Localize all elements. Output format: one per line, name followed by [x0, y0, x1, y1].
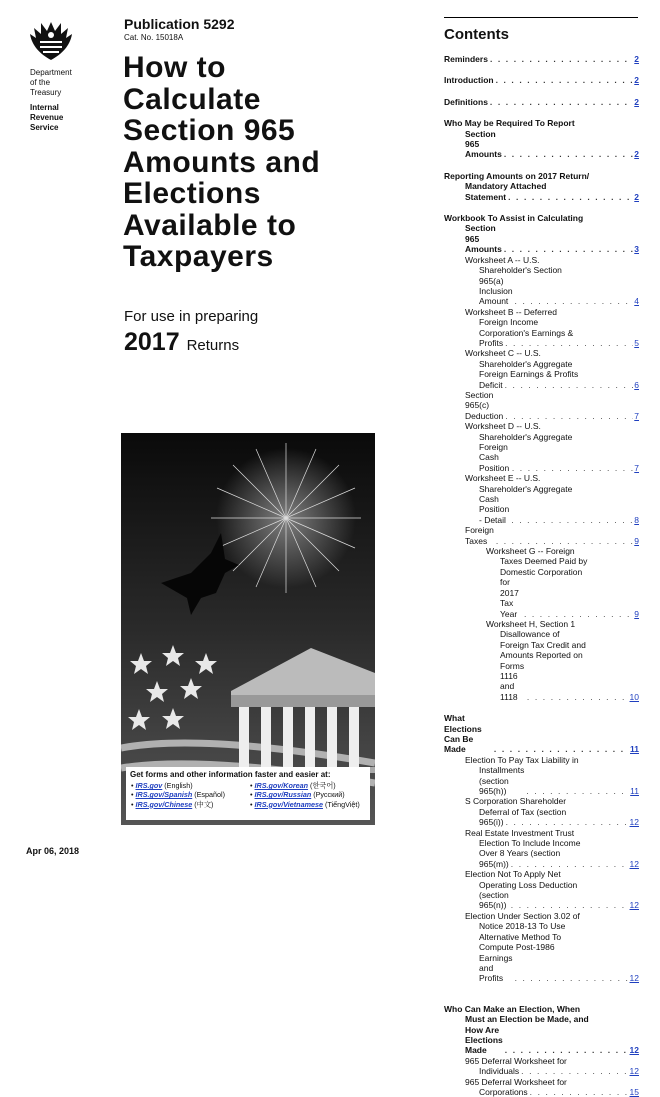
title-line: Amounts and: [123, 145, 321, 179]
toc-page-link[interactable]: 8: [634, 514, 639, 525]
toc-leader-dots: [494, 75, 634, 85]
toc-leader-dots: [513, 296, 634, 306]
toc-leader-dots: [502, 149, 633, 159]
toc-leader-dots: [525, 692, 629, 702]
toc-entry[interactable]: [444, 713, 639, 755]
dept-line-1: Department: [30, 68, 72, 77]
toc-page-link[interactable]: 4: [634, 296, 639, 307]
toc-entry-text: 965(a) Inclusion Amount: [479, 275, 513, 307]
toc-entry-text: Who Can Make an Election, When: [444, 1003, 581, 1014]
toc-leader-dots: [509, 859, 629, 869]
toc-page-link[interactable]: 12: [629, 900, 639, 911]
link-item: [131, 790, 250, 799]
toc-entry-text: for 2017 Tax Year: [500, 577, 519, 619]
toc-leader-dots: [503, 411, 633, 421]
toc-entry[interactable]: [444, 421, 639, 473]
title-line: How to: [123, 51, 226, 84]
toc-leader-dots: [492, 744, 629, 754]
irs-vietnamese-link[interactable]: IRS.gov/Vietnamese: [254, 799, 323, 809]
irs-spanish-link[interactable]: IRS.gov/Spanish: [135, 790, 193, 800]
toc-leader-dots: [502, 244, 633, 254]
title-line: Elections: [123, 177, 261, 210]
toc-page-link[interactable]: 9: [634, 535, 639, 546]
toc-entry-text: 965(i)): [479, 817, 504, 828]
toc-entry[interactable]: [444, 473, 639, 525]
toc-entry-text: Amounts Reported on: [500, 650, 583, 661]
toc-entry-text: Corporations: [479, 1086, 528, 1097]
toc-page-link[interactable]: 11: [630, 744, 639, 755]
toc-entry-text: Shareholder's Section: [479, 265, 562, 276]
title-line: Taxpayers: [123, 240, 274, 273]
toc-entry-text: 965 Deferral Worksheet for: [465, 1055, 567, 1066]
toc-entry-text: Section 965(c) Deduction: [465, 389, 504, 421]
toc-entry-text: Shareholder's Aggregate: [479, 358, 573, 369]
toc-entry-text: 965(m)): [479, 858, 509, 869]
toc-leader-dots: [510, 463, 633, 473]
toc-entry-text: Worksheet G -- Foreign: [486, 546, 575, 557]
toc-entry-text: Individuals: [479, 1066, 520, 1077]
irs-line-3: Service: [30, 123, 59, 132]
irs-gov-link[interactable]: IRS.gov: [135, 781, 163, 791]
get-forms-heading: Get forms and other information faster and easier at:: [130, 770, 331, 779]
toc-leader-dots: [488, 54, 633, 64]
tax-year: [124, 328, 239, 357]
toc-entry-text: Worksheet B -- Deferred: [465, 306, 557, 317]
toc-entry-text: Over 8 Years (section: [479, 848, 561, 859]
lang-label: (English): [164, 781, 193, 791]
dept-line-3: Treasury: [30, 88, 62, 97]
lang-label: (Español): [194, 790, 225, 800]
toc-page-link[interactable]: 3: [634, 244, 639, 255]
year-number: 2017: [124, 328, 180, 356]
toc-leader-dots: [488, 97, 633, 107]
irs-line-1: Internal: [30, 103, 59, 112]
toc-entry-text: Definitions: [444, 96, 488, 107]
toc-entry-text: Worksheet H, Section 1: [486, 618, 576, 629]
catalog-number: Cat. No. 15018A: [124, 33, 184, 42]
toc-entry-text: Reporting Amounts on 2017 Return/: [444, 170, 590, 181]
toc-entry-text: Deferral of Tax (section: [479, 806, 567, 817]
toc-entry-text: Foreign Tax Credit and: [500, 639, 586, 650]
toc-entry-text: Worksheet C -- U.S.: [465, 348, 541, 359]
agency-block: [30, 68, 72, 133]
toc-entry-text: Corporation's Earnings &: [479, 327, 574, 338]
toc-entry[interactable]: [444, 97, 639, 107]
toc-entry[interactable]: [444, 255, 639, 307]
toc-leader-dots: [513, 973, 629, 983]
toc-entry[interactable]: [444, 1056, 639, 1077]
toc-entry[interactable]: [444, 171, 639, 202]
contents-heading: Contents: [444, 26, 509, 43]
toc-entry-text: Election Not To Apply Net: [465, 869, 561, 880]
toc-page-link[interactable]: 7: [634, 462, 639, 473]
toc-entry-text: Real Estate Investment Trust: [465, 827, 575, 838]
toc-leader-dots: [509, 515, 633, 525]
toc-entry[interactable]: [444, 525, 639, 546]
toc-entry-text: Notice 2018-13 To Use: [479, 921, 566, 932]
toc-page-link[interactable]: 12: [629, 973, 639, 984]
toc-entry-text: Election To Pay Tax Liability in: [465, 754, 579, 765]
contents-rule: [444, 17, 638, 18]
toc-entry-text: Operating Loss Deduction: [479, 879, 578, 890]
toc-entry-text: Shareholder's Aggregate: [479, 431, 573, 442]
toc-entry[interactable]: [444, 348, 639, 390]
toc-page-link[interactable]: 11: [630, 786, 639, 796]
toc-entry-text: S Corporation Shareholder: [465, 796, 567, 807]
toc-entry-text: Earnings and Profits: [479, 952, 513, 984]
toc-entry-text: What Elections Can Be Made: [444, 713, 482, 755]
toc-leader-dots: [509, 900, 629, 910]
toc-entry-text: Foreign Taxes: [465, 525, 494, 546]
toc-page-link[interactable]: 15: [629, 1086, 639, 1097]
irs-korean-link[interactable]: IRS.gov/Korean: [254, 781, 309, 791]
toc-entry-text: Cash Position - Detail: [479, 494, 510, 525]
toc-leader-dots: [494, 536, 633, 546]
toc-entry[interactable]: [444, 911, 639, 984]
toc-leader-dots: [503, 1045, 629, 1055]
toc-entry-text: Profits: [479, 337, 504, 348]
toc-entry-text: Workbook To Assist in Calculating: [444, 213, 584, 224]
toc-entry-text: Taxes Deemed Paid by: [500, 556, 588, 567]
publication-number: Publication 5292: [124, 16, 235, 32]
toc-entry[interactable]: [444, 828, 639, 870]
toc-entry-text: Must an Election be Made, and: [465, 1014, 589, 1025]
toc-leader-dots: [528, 1087, 629, 1097]
toc-entry[interactable]: [444, 75, 639, 85]
toc-leader-dots: [503, 338, 633, 348]
toc-entry[interactable]: [444, 1004, 639, 1056]
toc-entry-text: 965 Deferral Worksheet for: [465, 1076, 567, 1087]
table-of-contents: [444, 54, 639, 1097]
toc-entry-text: Alternative Method To: [479, 931, 562, 942]
toc-page-link[interactable]: 12: [629, 1045, 639, 1056]
toc-entry-text: Section 965 Amounts: [465, 223, 502, 255]
link-item: [250, 781, 369, 790]
toc-entry-text: Statement: [465, 191, 507, 202]
get-forms-box: [126, 767, 370, 820]
toc-leader-dots: [503, 380, 634, 390]
toc-entry[interactable]: [444, 54, 639, 64]
irs-eagle-logo: [26, 20, 76, 62]
irs-chinese-link[interactable]: IRS.gov/Chinese: [135, 799, 193, 809]
toc-entry[interactable]: [444, 118, 639, 160]
toc-entry-text: Foreign Earnings & Profits: [479, 369, 579, 380]
lang-label: (Pусский): [313, 790, 345, 800]
toc-page-link[interactable]: 9: [634, 608, 639, 619]
toc-entry-text: Installments (section 965(h)): [479, 765, 525, 796]
toc-entry-text: Section 965 Amounts: [465, 128, 502, 160]
toc-entry-text: Forms 1116 and 1118: [500, 660, 525, 702]
toc-entry-text: Shareholder's Aggregate: [479, 483, 573, 494]
toc-entry[interactable]: [444, 213, 639, 255]
toc-leader-dots: [524, 786, 629, 796]
toc-entry-text: How Are Elections Made: [465, 1024, 503, 1056]
toc-page-link[interactable]: 2: [634, 149, 639, 160]
fireworks-burst: [211, 443, 361, 593]
toc-entry-text: Foreign Income: [479, 317, 539, 328]
link-item: [250, 790, 369, 799]
toc-page-link[interactable]: 6: [634, 379, 639, 390]
for-use-text: For use in preparing: [124, 308, 259, 325]
toc-entry-text: Worksheet A -- U.S.: [465, 254, 540, 265]
title-line: Available to: [123, 208, 297, 242]
toc-page-link[interactable]: 2: [634, 75, 639, 86]
toc-entry[interactable]: [444, 869, 639, 911]
link-item: [131, 800, 250, 809]
lang-label: (한국어): [310, 781, 336, 791]
lang-label: (中文): [194, 799, 214, 809]
title-line: Section 965: [123, 114, 296, 147]
toc-entry-text: Introduction: [444, 75, 494, 86]
toc-entry[interactable]: [444, 307, 639, 349]
toc-leader-dots: [522, 609, 633, 619]
toc-entry-text: (section 965(n)): [479, 890, 509, 911]
returns-label: Returns: [186, 337, 240, 354]
toc-leader-dots: [519, 1066, 628, 1076]
toc-page-link[interactable]: 7: [634, 410, 639, 421]
toc-entry-text: Election To Include Income: [479, 838, 581, 849]
toc-entry[interactable]: [444, 390, 639, 421]
title-line: Calculate: [123, 82, 261, 116]
revision-date: Apr 06, 2018: [26, 846, 80, 856]
link-item: [131, 781, 250, 790]
toc-entry-text: Foreign Cash Position: [479, 442, 510, 473]
toc-entry-text: Mandatory Attached: [465, 181, 547, 192]
toc-entry-text: Worksheet E -- U.S.: [465, 473, 541, 484]
toc-entry[interactable]: [444, 1077, 639, 1097]
toc-entry-text: Disallowance of: [500, 629, 560, 640]
toc-leader-dots: [504, 817, 629, 827]
toc-entry[interactable]: [444, 755, 639, 797]
toc-entry-text: Compute Post-1986: [479, 942, 555, 953]
link-item: [250, 800, 369, 809]
toc-page-link[interactable]: 12: [629, 817, 639, 828]
toc-entry-text: Domestic Corporation: [500, 566, 583, 577]
toc-page-link[interactable]: 12: [629, 858, 639, 869]
toc-page-link[interactable]: 2: [634, 54, 639, 64]
dept-line-2: of the: [30, 78, 51, 87]
irs-line-2: Revenue: [30, 113, 64, 122]
toc-leader-dots: [506, 192, 633, 202]
toc-page-link[interactable]: 5: [634, 337, 639, 348]
toc-page-link[interactable]: 10: [629, 691, 639, 702]
toc-entry-text: Worksheet D -- U.S.: [465, 421, 541, 432]
lang-label: (TiếngViệt): [324, 799, 360, 809]
toc-entry-text: Reminders: [444, 54, 488, 64]
toc-page-link[interactable]: 12: [629, 1066, 639, 1077]
toc-page-link[interactable]: 2: [634, 96, 639, 107]
toc-entry-text: Election Under Section 3.02 of: [465, 910, 580, 921]
irs-russian-link[interactable]: IRS.gov/Russian: [254, 790, 312, 800]
publication-title: [123, 52, 423, 273]
toc-entry-text: Deficit: [479, 379, 503, 390]
toc-entry[interactable]: [444, 796, 639, 827]
toc-entry[interactable]: [444, 619, 639, 702]
toc-entry-text: Who May be Required To Report: [444, 118, 575, 129]
cover-illustration: [121, 433, 375, 825]
toc-page-link[interactable]: 2: [634, 191, 639, 202]
toc-entry[interactable]: [444, 546, 639, 619]
